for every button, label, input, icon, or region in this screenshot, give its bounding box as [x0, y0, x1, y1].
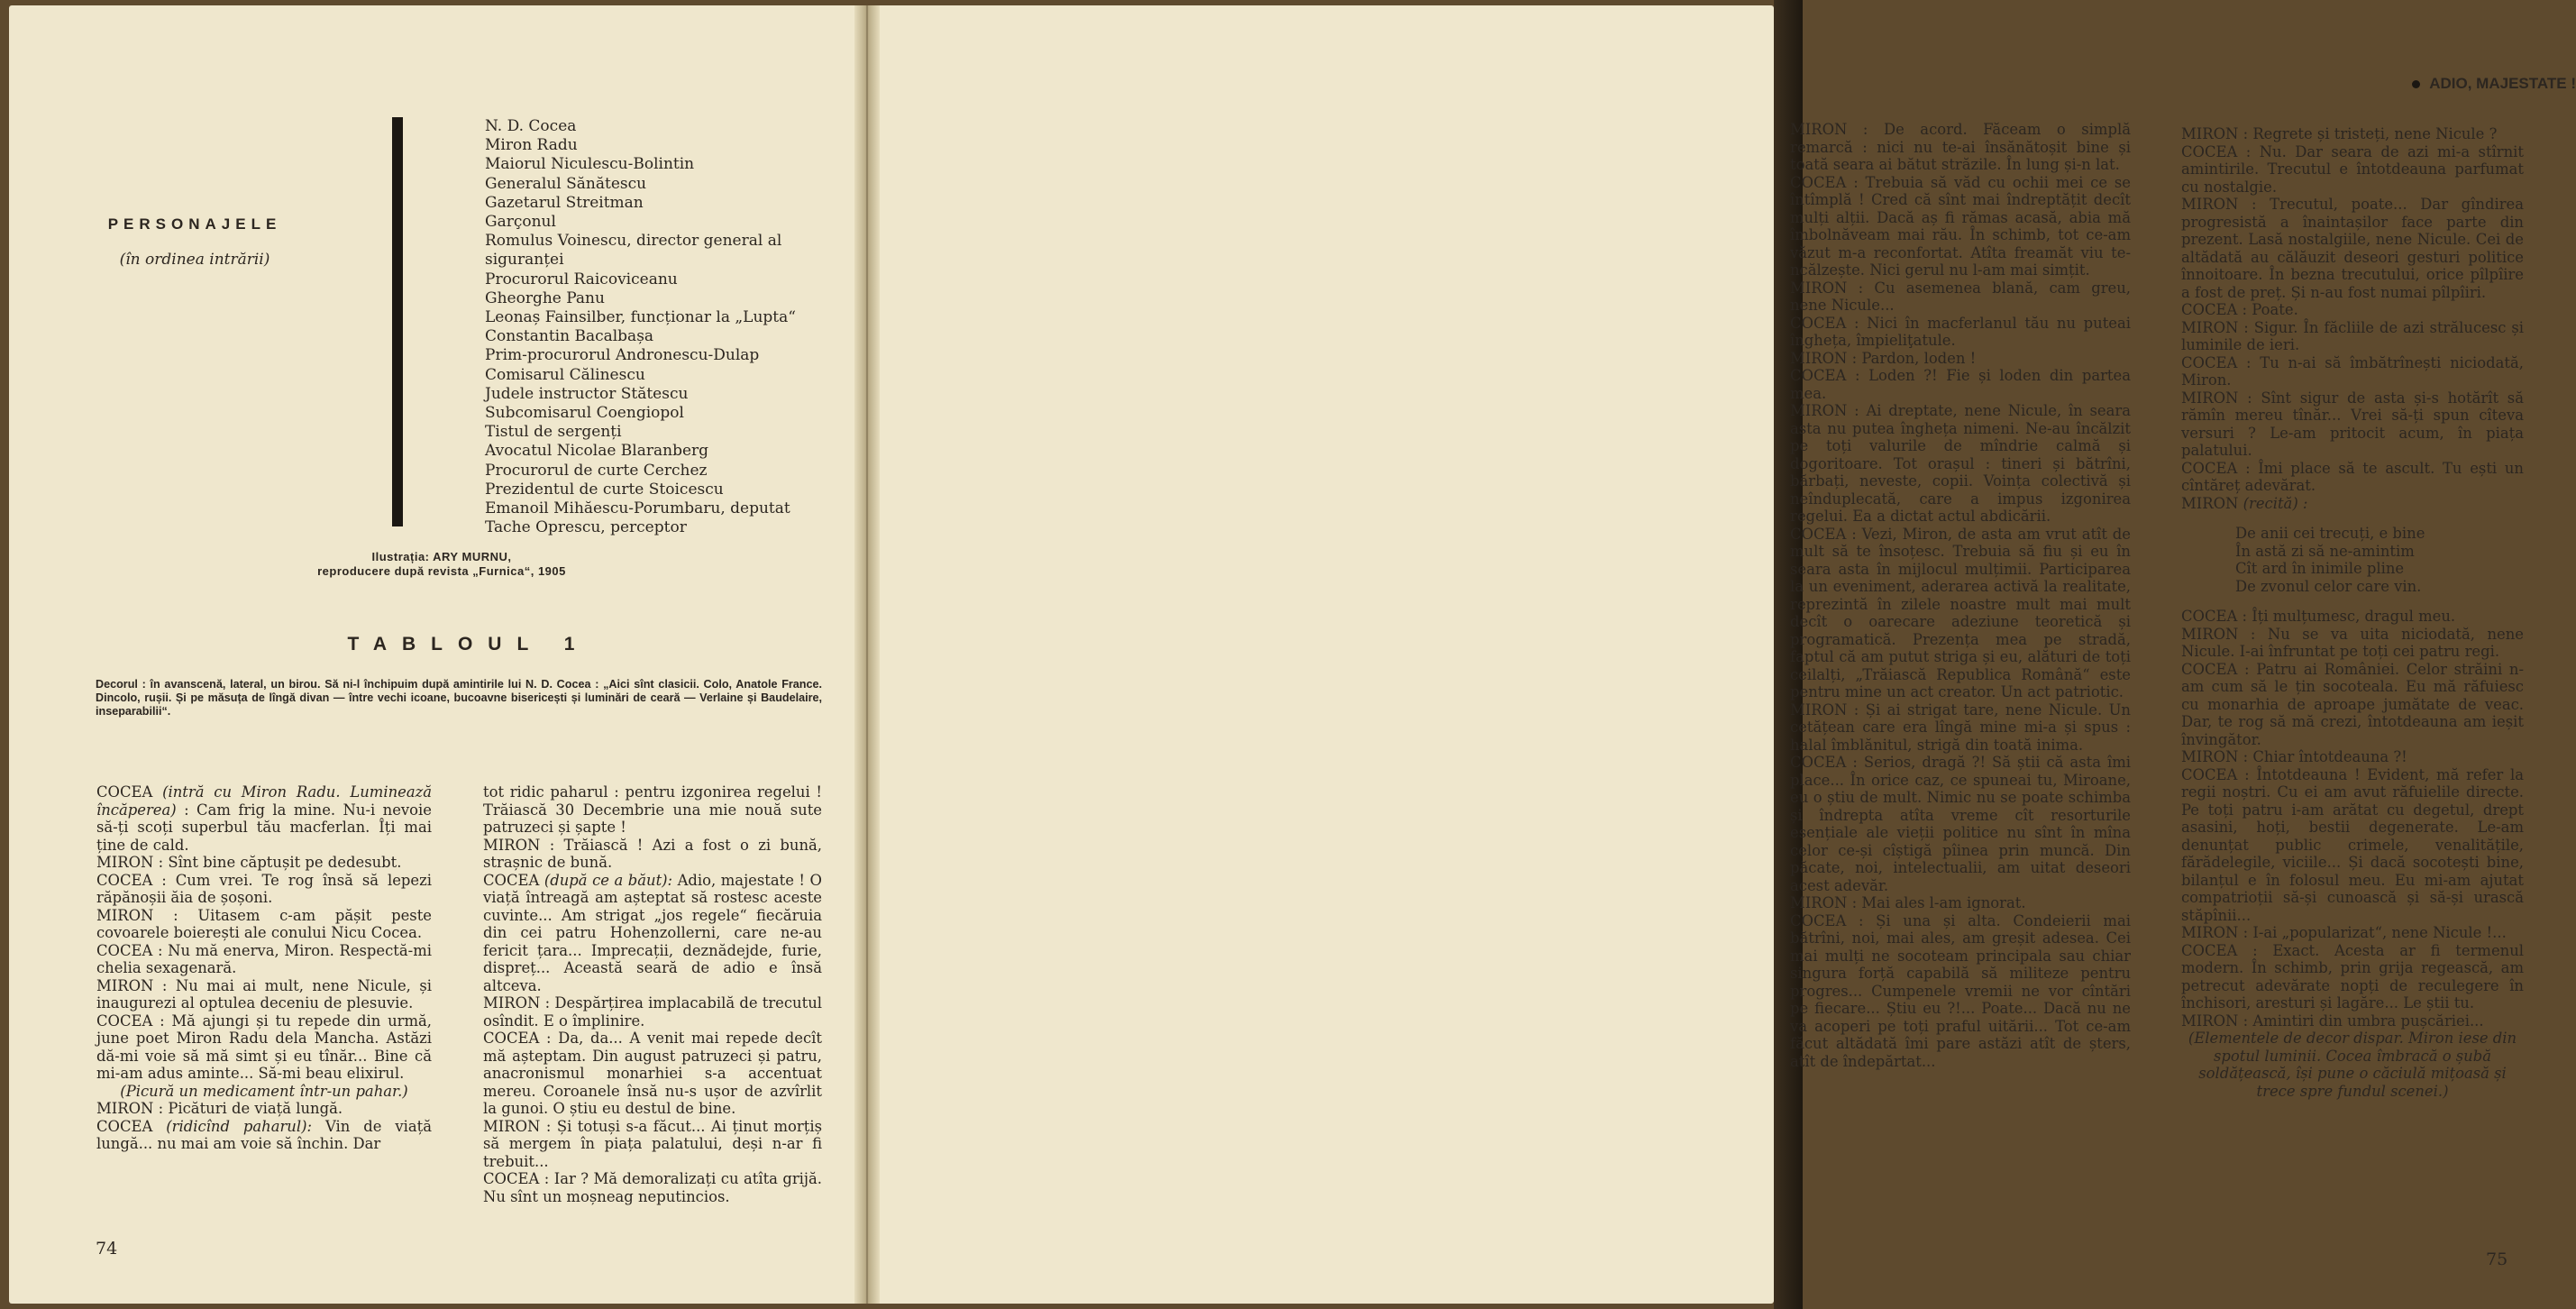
cast-item: Prim-procurorul Andronescu-Dulap: [485, 346, 760, 365]
cast-list: [485, 117, 827, 537]
right-page: [872, 5, 2576, 1304]
speaker-name: COCEA: [96, 1117, 153, 1135]
cast-item: Gheorghe Panu: [485, 288, 605, 307]
speaker-name: MIRON: [1790, 402, 1848, 419]
speaker-name: COCEA: [483, 1030, 540, 1047]
dialogue-line: [1790, 367, 2131, 402]
speaker-name: COCEA: [96, 1012, 153, 1030]
speaker-name: COCEA: [2181, 608, 2238, 625]
dialogue-line: [96, 1100, 432, 1118]
speech-text: : Trebuia să văd cu ochii mei ce se întîmplă ! Cred că sînt mai îndreptățit decît mulți alții. Dacă aș fi rămas acasă, abia mă îmbolnăveam mai rău. În schimb, tot ce-am văzut m-a reconfortat. Atîta freamăt viu te-ncălzește. Nici gerul nu l-am mai simțit.: [1790, 173, 2131, 279]
speaker-name: COCEA: [2181, 301, 2238, 318]
speaker-name: MIRON: [483, 836, 541, 854]
speaker-name: MIRON: [483, 1117, 541, 1135]
speech-text: : Picături de viață lungă.: [158, 1100, 343, 1117]
dialogue-line: [1790, 754, 2131, 894]
cast-item: Generalul Sănătescu: [485, 174, 647, 193]
speech-text: : Mă ajungi și tu repede din urmă, june poet Miron Radu dela Mancha. Astăzi dă-mi voie să mă simt și eu tînăr... Bine că mi-am adus aminte... Să-mi beau elixirul.: [96, 1012, 432, 1082]
dialogue-line: [1790, 526, 2131, 701]
dialogue-line: [2181, 626, 2524, 661]
speaker-name: MIRON: [2181, 494, 2239, 512]
dialogue-line: [2181, 354, 2524, 389]
dialogue-line: [96, 907, 432, 942]
dialogue-line: [96, 977, 432, 1012]
dialogue-column-right-2: [2181, 125, 2524, 1100]
verse-line: De anii cei trecuți, e bine: [2235, 525, 2425, 542]
speaker-name: MIRON: [2181, 389, 2239, 407]
speech-text: Vin de viață lungă... nu mai am voie să închin. Dar: [96, 1117, 433, 1152]
dialogue-line: [2181, 495, 2524, 513]
stage-direction-inline: (după ce a băut):: [544, 871, 673, 889]
page-number-right: 75: [2486, 1250, 2508, 1269]
cast-item: Subcomisarul Coengiopol: [485, 404, 684, 423]
speaker-name: COCEA: [96, 783, 153, 801]
speaker-name: MIRON: [96, 976, 154, 994]
speech-text: : Chiar întotdeauna ?!: [2243, 748, 2407, 765]
verse-line: De zvonul celor care vin.: [2235, 577, 2422, 595]
speech-text: : Nu se va uita niciodată, nene Nicule. I-ai înfruntat pe toți cei patru regi.: [2181, 625, 2524, 660]
speech-text: : Sigur. În făcliile de azi strălucesc și luminile de ieri.: [2181, 318, 2524, 353]
speaker-name: MIRON: [2181, 318, 2239, 336]
dialogue-line: [2181, 143, 2524, 197]
speaker-name: COCEA: [2181, 142, 2238, 160]
cast-item: N. D. Cocea: [485, 117, 577, 135]
dialogue-line: [2181, 924, 2524, 942]
speech-text: : Trăiască ! Azi a fost o zi bună, strașnic de bună.: [483, 836, 822, 871]
speech-text: : I-ai „popularizat“, nene Nicule !...: [2243, 924, 2507, 941]
speaker-name: COCEA: [2181, 353, 2238, 371]
speaker-name: COCEA: [96, 871, 153, 889]
dialogue-line: [2181, 766, 2524, 925]
speaker-name: COCEA: [96, 941, 153, 959]
speaker-name: MIRON: [1790, 121, 1848, 138]
cast-item: Maiorul Niculescu-Bolintin: [485, 155, 695, 174]
cast-item: Romulus Voinescu, director general al: [485, 232, 782, 251]
speech-text: : Iar ? Mă demoralizați cu atîta grijă. Nu sînt un moșneag neputincios.: [483, 1170, 822, 1205]
dialogue-line: [2181, 942, 2524, 1012]
speaker-name: COCEA: [2181, 459, 2238, 477]
bullet-icon: [2412, 80, 2420, 88]
book-gutter: [854, 5, 880, 1304]
page-number-left: 74: [96, 1239, 118, 1259]
speech-text: : Amintiri din umbra pușcăriei...: [2243, 1012, 2484, 1030]
dialogue-line: [1790, 701, 2131, 755]
dialogue-line: [483, 1170, 822, 1205]
speaker-name: MIRON: [96, 854, 154, 871]
speech-text: : Despărțirea implacabilă de trecutul osîndit. E o împlinire.: [483, 994, 822, 1030]
speech-text: : Nu mai ai mult, nene Nicule, și inaugurezi al optulea deceniu de plesuvie.: [96, 976, 432, 1012]
dialogue-line: [1790, 894, 2131, 912]
dialogue-line: [2181, 319, 2524, 354]
dialogue-line: [1790, 279, 2131, 315]
running-head-text: ADIO, MAJESTATE !: [2429, 75, 2576, 92]
dialogue-line: [1790, 315, 2131, 350]
dialogue-line: [1790, 912, 2131, 1071]
cast-item: Comisarul Călinescu: [485, 365, 645, 384]
dialogue-line: [1790, 174, 2131, 279]
cast-item: Gazetarul Streitman: [485, 193, 644, 212]
dialogue-line: [2181, 460, 2524, 495]
speaker-name: COCEA: [1790, 367, 1847, 384]
stage-direction: (Picură un medicament într-un pahar.): [120, 1082, 408, 1100]
speech-text: : Patru ai României. Celor străini n-am cum să le țin socoteala. Eu mă răfuiesc cu monarhia de aproape jumătate de veac. Dar, te rog să mă crezi, întotdeauna am ieșit învingător.: [2181, 660, 2524, 748]
verse-line: Cît ard în inimile pline: [2235, 560, 2405, 577]
speaker-name: COCEA: [1790, 525, 1847, 543]
speech-text: : Mai ales l-am ignorat.: [1851, 894, 2026, 911]
dialogue-line: [2181, 301, 2524, 319]
speech-text: : Ai dreptate, nene Nicule, în seara asta nu putea îngheța nimeni. Ne-au încălzit pe toți valurile de mîndrie calmă și dogoritoare. Tot orașul : tineri și bătrîni, bărbați, neveste, copii. Voința colectivă și neînduplecată, care a impus izgonirea regelui. Ea a dictat actul abdicării.: [1790, 402, 2131, 525]
dialogue-line: [96, 942, 432, 977]
cast-item: Miron Radu: [485, 136, 578, 155]
speech-text: tot ridic paharul : pentru izgonirea regelui ! Trăiască 30 Decembrie una mie nouă sute patruzeci și șapte !: [483, 783, 822, 836]
speaker-name: COCEA: [2181, 660, 2238, 678]
speaker-name: MIRON: [96, 906, 154, 924]
dialogue-line: [1790, 350, 2131, 368]
dialogue-line: [483, 994, 822, 1030]
speech-text: : Trecutul, poate... Dar gîndirea progresistă a înaintașilor face parte din prezent. Lasă nostalgiile, nene Nicule. Cei de altădată au călăuzit deseori gesturi politice înnoitoare. În bezna trecutului, orice pîlpîire a fost de preț. Și n-au fost numai pîlpîiri.: [2181, 196, 2524, 301]
speaker-name: COCEA: [1790, 314, 1847, 332]
dialogue-line: [483, 783, 822, 837]
dialogue-line: [2181, 748, 2524, 766]
cast-item: Tistul de sergenți: [485, 423, 622, 442]
personaje-heading: PERSONAJELE: [107, 215, 282, 233]
dialogue-line: [2181, 125, 2524, 143]
speaker-name: MIRON: [2181, 748, 2239, 765]
speaker-name: MIRON: [2181, 1012, 2239, 1030]
speech-text: : Serios, dragă ?! Să știi că asta îmi place... În orice caz, ce spuneai tu, Miroane, eu o știu de mult. Nimic nu se poate schimba și îndrepta atîta vreme cît resorturile esențiale ale vieții politice nu sînt în mîna celor ce-și cîștigă pîinea prin muncă. Din păcate, noi, intelectualii, am uitat deseori acest adevăr.: [1790, 754, 2131, 894]
speech-text: : Și una și alta. Condeierii mai bătrîni, noi, mai ales, am greșit adesea. Cei mai mulți ne socoteam principala sau chiar singura forță capabilă să militeze pentru progres... Cumpenele vremii ne vor cîntări pe fiecare... Știu eu ?!... Poate... Dacă nu ne va acoperi pe toți praful uitării... Tot ce-am făcut altădată îmi pare astăzi atît de șters, atît de îndepărtat...: [1790, 911, 2131, 1070]
cast-item: Tache Oprescu, perceptor: [485, 518, 687, 537]
speech-text: Adio, majestate ! O viață întreagă am așteptat să rostesc aceste cuvinte... Am strigat „jos regele“ fiecăruia din cei patru Hohenzollerni, care ne-au fericit țara... Imprecații, deznădejde, furie, dispreț... Această seară de adio e însă altceva.: [483, 871, 822, 994]
dialogue-line: [96, 1118, 432, 1153]
speech-text: : Tu n-ai să îmbătrînești niciodată, Miron.: [2181, 353, 2525, 389]
speech-text: : Uitasem c-am pășit peste covoarele boierești ale conului Nicu Cocea.: [96, 906, 432, 941]
speech-text: : De acord. Făceam o simplă remarcă : nici nu te-ai însănătoșit bine și toată seara ai bătut străzile. În lung și-n lat.: [1790, 121, 2131, 173]
speech-text: : Întotdeauna ! Evident, mă refer la regii noștri. Cu ei am avut răfuielile directe. Pe toți patru i-am arătat cu degetul, drept asasini, hoți, bestii degenerate. Le-am denunțat public crimele, venalitățile, fărădelegile, viciile... Și dacă socotești bine, bilanțul e în folosul meu. Eu mi-am ajutat compatrioții să-și cunoască și să-și urască stăpînii...: [2181, 765, 2524, 924]
dialogue-line: [2181, 1012, 2524, 1030]
stage-direction: (Elementele de decor dispar. Miron iese din spotul luminii. Cocea îmbracă o șubă soldățească, își pune o căciulă mițoasă și trece spre fundul scenei.): [2188, 1030, 2517, 1100]
dialogue-line: [483, 837, 822, 872]
speaker-name: MIRON: [1790, 349, 1848, 367]
illustration-credit: [279, 550, 604, 579]
speech-text: : Cam frig la mine. Nu-i nevoie să-ți scoți superbul tău macferlan. Îți mai ține de cald.: [96, 801, 432, 854]
speech-text: : Sînt bine căptușit pe dedesubt.: [158, 854, 402, 871]
stage-direction-inline: (ridicînd paharul):: [166, 1117, 313, 1135]
speaker-name: COCEA: [2181, 765, 2238, 783]
cast-item: siguranței: [485, 251, 564, 270]
speech-text: : Și ai strigat tare, nene Nicule. Un cetățean care era lîngă mine mi-a și spus : halal îmblănitul, strigă din toată inima.: [1790, 700, 2131, 754]
left-page: [9, 5, 865, 1304]
speech-text: : Loden ?! Fie și loden din partea mea.: [1790, 367, 2131, 402]
cast-item: Procurorul de curte Cerchez: [485, 461, 708, 480]
running-head: [2315, 75, 2576, 93]
dialogue-line: [483, 1118, 822, 1171]
dialogue-line: [483, 1030, 822, 1118]
dialogue-column-left-2: [483, 783, 822, 1205]
dialogue-line: [1790, 402, 2131, 526]
vertical-rule: [392, 117, 403, 526]
dialogue-line: [1790, 121, 2131, 174]
dialogue-line: [2181, 389, 2524, 460]
speaker-name: MIRON: [96, 1100, 154, 1117]
speaker-name: COCEA: [1790, 754, 1847, 771]
dialogue-column-right-1: [1790, 121, 2131, 1070]
speaker-name: MIRON: [2181, 196, 2239, 213]
speaker-name: MIRON: [2181, 125, 2239, 142]
cast-item: Procurorul Raicoviceanu: [485, 270, 678, 288]
speaker-name: MIRON: [2181, 924, 2239, 941]
speech-text: : Cu asemenea blană, cam greu, nene Nicule...: [1790, 279, 2131, 314]
stage-direction-inline: (intră cu Miron Radu. Luminează încăperea): [96, 783, 433, 819]
cast-item: Avocatul Nicolae Blaranberg: [485, 442, 709, 461]
speech-text: : Nu. Dar seara de azi mi-a stîrnit amintirile. Trecutul e întotdeauna parfumat cu nostalgie.: [2181, 142, 2524, 196]
speaker-name: COCEA: [1790, 173, 1847, 191]
speaker-name: COCEA: [2181, 941, 2238, 959]
speaker-name: MIRON: [1790, 279, 1848, 297]
dialogue-line: [96, 872, 432, 907]
speaker-name: MIRON: [1790, 894, 1848, 911]
tablou-heading: TABLOUL 1: [347, 634, 590, 654]
dialogue-line: [96, 783, 432, 854]
speaker-name: COCEA: [483, 871, 540, 889]
dialogue-line: [2181, 196, 2524, 301]
speech-text: : Sînt sigur de asta și-s hotărît să rămîn mereu tînăr... Vrei să-ți spun cîteva versuri ? Le-am pritocit acum, în piața palatului.: [2181, 389, 2524, 459]
credit-line-1: Ilustrația: ARY MURNU,: [371, 550, 512, 563]
speech-text: : Nici în macferlanul tău nu puteai îngheța, împieliţatule.: [1790, 314, 2131, 349]
cast-item: Garçonul: [485, 213, 556, 232]
dialogue-line: [483, 872, 822, 995]
speaker-name: MIRON: [483, 994, 541, 1012]
speech-text: : Exact. Acesta ar fi termenul modern. În schimb, prin grija regească, am petrecut adevărate nopți de reculegere în închisori, aresturi și lagăre... Le știi tu.: [2181, 941, 2524, 1012]
speech-text: : Poate.: [2242, 301, 2298, 318]
speech-text: : Nu mă enerva, Miron. Respectă-mi chelia sexagenară.: [96, 941, 432, 976]
speech-text: : Și totuși s-a făcut... Ai ținut morțiș să mergem în piața palatului, deși n-ar fi trebuit...: [483, 1117, 822, 1170]
dialogue-line: [2181, 661, 2524, 749]
verse-block: [2181, 525, 2524, 595]
credit-line-2: reproducere după revista „Furnica“, 1905: [317, 564, 566, 578]
speech-text: : Îți mulțumesc, dragul meu.: [2242, 608, 2456, 625]
speech-text: : Cum vrei. Te rog însă să lepezi răpănoșii ăia de șoșoni.: [96, 871, 432, 906]
decor-description: Decorul : în avanscenă, lateral, un birou. Să ni-l închipuim după amintirile lui N. D. Cocea : „Aici sînt clasicii. Colo, Anatole France. Dincolo, rușii. Și pe măsuța de lîngă divan — între vechi icoane, bucoavne bisericești și luminări de ceară — Verlaine și Baudelaire, inseparabilii“.: [96, 678, 822, 718]
verse-line: În astă zi să ne-amintim: [2235, 542, 2415, 560]
speech-text: : Pardon, loden !: [1851, 349, 1977, 367]
cast-item: Constantin Bacalbașa: [485, 327, 654, 346]
personaje-subheading: (în ordinea intrării): [119, 251, 270, 269]
speech-text: : Îmi place să te ascult. Tu ești un cîntăreț adevărat.: [2181, 459, 2524, 494]
speech-text: : Regrete și tristeți, nene Nicule ?: [2243, 125, 2498, 142]
speech-text: : Da, da... A venit mai repede decît mă așteptam. Din august patruzeci și patru, anacronismul monarhiei s-a accentuat mereu. Coroanele însă nu-s ușor de azvîrlit la gunoi. O știu eu destul de bine.: [483, 1030, 822, 1117]
cast-item: Judele instructor Stătescu: [485, 384, 689, 403]
speech-text: : Vezi, Miron, de asta am vrut atît de mult să te însoțesc. Trebuia să fiu și eu în seara asta în mijlocul mulțimii. Participarea la un eveniment, aderarea activă la realitate, reprezintă în zilele noastre mult mai mult decît o oarecare adeziune teoretică și programatică. Prezența mea pe stradă, faptul că am putut striga și eu, alături de toți ceilalți, „Trăiască Republica Română“ este pentru mine un act creator. Un act patriotic.: [1790, 525, 2131, 700]
dialogue-column-left-1: [96, 783, 432, 1153]
dialogue-line: [96, 854, 432, 872]
stage-direction-inline: (recită) :: [2243, 494, 2308, 512]
dialogue-line: [2181, 608, 2524, 626]
speaker-name: MIRON: [2181, 625, 2239, 643]
speaker-name: MIRON: [1790, 700, 1848, 719]
speaker-name: COCEA: [1790, 911, 1847, 929]
cast-item: Emanoil Mihăescu-Porumbaru, deputat: [485, 499, 790, 518]
speaker-name: COCEA: [483, 1170, 540, 1187]
cast-item: Prezidentul de curte Stoicescu: [485, 480, 724, 499]
dialogue-line: [96, 1012, 432, 1083]
cast-item: Leonaș Fainsilber, funcționar la „Lupta“: [485, 308, 796, 327]
